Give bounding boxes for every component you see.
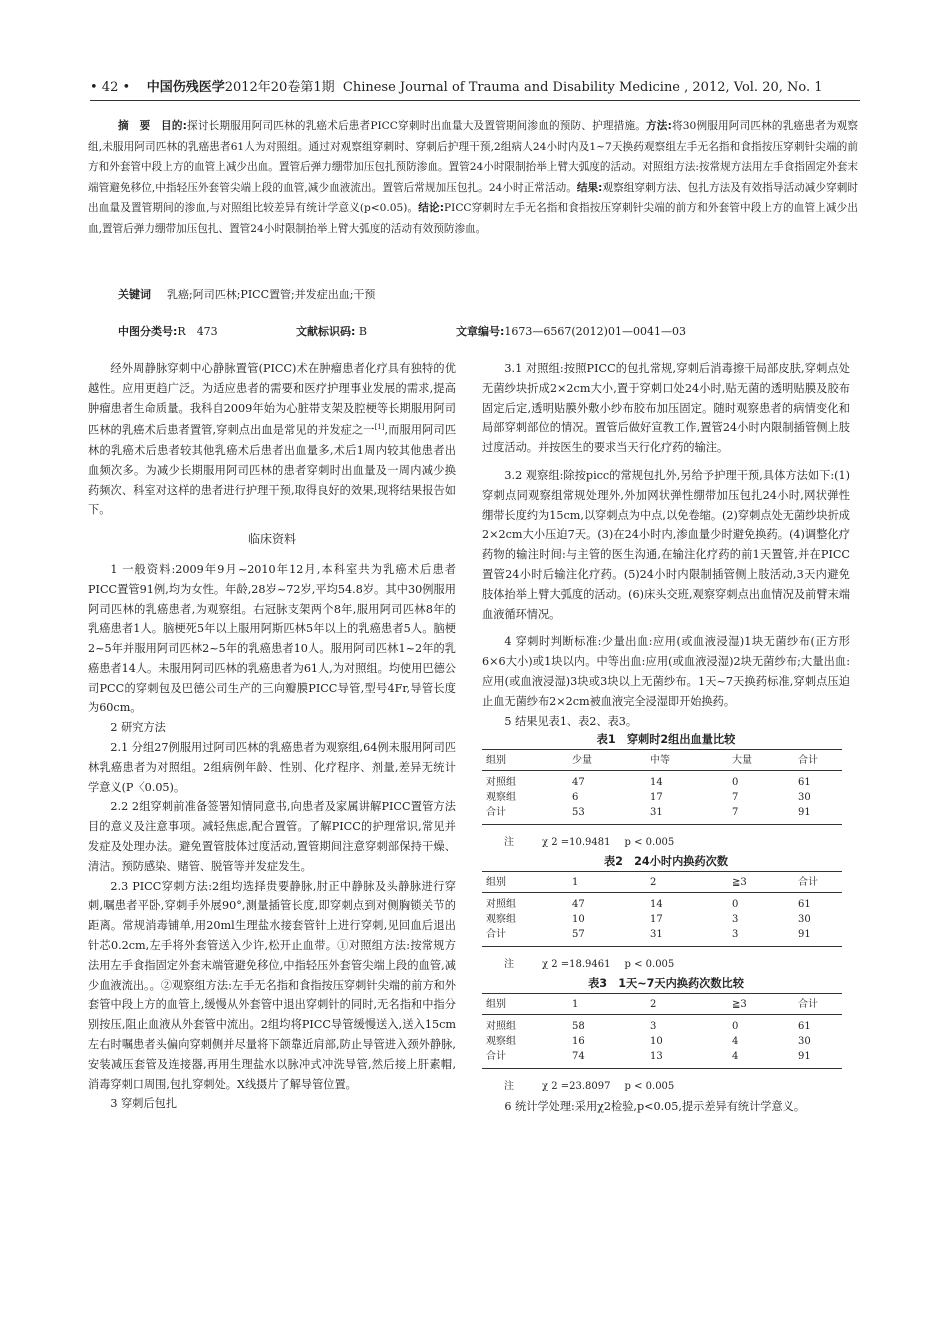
doc-code-value: B xyxy=(358,325,367,338)
table-cell: 对照组 xyxy=(486,777,516,789)
table-note-chi: χ 2 =18.9461 xyxy=(542,959,611,971)
table-header-row xyxy=(482,750,842,771)
table-row xyxy=(482,805,842,825)
paragraph-bandage-heading: 3 穿刺后包扎 xyxy=(110,1097,178,1111)
table-cell: 10 xyxy=(572,914,585,926)
table-cell: 30 xyxy=(798,792,811,804)
table-row xyxy=(482,790,842,805)
table-note-label: 注 xyxy=(504,959,514,971)
table-cell: 61 xyxy=(798,899,811,911)
table-cell: 31 xyxy=(650,805,732,825)
table-cell: 30 xyxy=(798,1036,811,1048)
header-rule xyxy=(90,100,860,101)
clc-group xyxy=(118,323,218,339)
intro-text-tail: ,而服用阿司匹林的乳癌术后患者较其他乳癌术后患者出血量多,术后1周内较其他患者出血频次多。为减少长期服用阿司匹林的患者穿刺时出血量及一周内减少换药频次、科室对这样的患者进行护理干预,取得良好的效果,现将结果报告如下。 xyxy=(88,424,457,517)
table-header-row xyxy=(482,994,842,1015)
clc-value: R 473 xyxy=(177,325,218,338)
abstract-objective: 探讨长期服用阿司匹林的乳癌术后患者PICC穿刺时出血量大及置管期间渗血的预防、护理措施。 xyxy=(186,120,647,132)
table-cell: 31 xyxy=(650,927,732,947)
table-cell: 47 xyxy=(572,899,585,911)
table-note xyxy=(504,957,850,973)
table-cell: 对照组 xyxy=(486,1021,516,1033)
table-cell: 14 xyxy=(650,777,663,789)
intro-paragraph xyxy=(88,359,456,520)
paragraph-method-heading: 2 研究方法 xyxy=(110,721,166,735)
table-header-cell: ≧3 xyxy=(732,872,798,893)
article-number-group xyxy=(456,323,686,339)
table-header-cell: 组别 xyxy=(482,872,572,893)
table-cell: 3 xyxy=(650,1021,657,1033)
table-cell: 74 xyxy=(572,1049,650,1069)
table-cell: 4 xyxy=(732,1036,739,1048)
table-cell: 4 xyxy=(732,1049,798,1069)
section-title: 临床资料 xyxy=(247,532,296,547)
paragraph-preparation: 2.2 2组穿刺前准备签署知情同意书,向患者及家属讲解PICC置管方法目的意义及注意事项。减轻焦虑,配合置管。了解PICC的护理常识,常见并发症及处理办法。避免置管肢体过度活动,置管期间注意穿刺部保持干燥、清洁。预防感染、赌管、脱管等并发症发生。 xyxy=(88,800,456,873)
table-header-cell: 少量 xyxy=(572,750,650,771)
table-cell: 合计 xyxy=(482,805,572,825)
table-cell: 7 xyxy=(732,792,739,804)
table-cell: 57 xyxy=(572,927,650,947)
table-header-cell: 合计 xyxy=(798,872,842,893)
table-row xyxy=(482,893,842,913)
page-number: • 42 • xyxy=(90,80,131,95)
abstract-conclusion: PICC穿刺时左手无名指和食指按压穿刺针尖端的前方和外套管中段上方的血管上减少出血,置管后弹力绷带加压包扎、置管24小时限制抬举上臂大弧度的活动有效预防渗血。 xyxy=(88,202,858,235)
table-header-cell: 1 xyxy=(572,872,650,893)
table-cell: 17 xyxy=(650,792,663,804)
table-cell: 10 xyxy=(650,1036,663,1048)
paragraph-results: 5 结果见表1、表2、表3。 xyxy=(504,714,638,728)
table-cell: 7 xyxy=(732,805,798,825)
table-cell: 合计 xyxy=(482,1049,572,1069)
table-note-label: 注 xyxy=(504,837,514,849)
data-table xyxy=(482,871,842,947)
table-1 xyxy=(482,731,850,851)
table-header-cell: 1 xyxy=(572,994,650,1015)
table-cell: 3 xyxy=(732,927,798,947)
table-header-cell: 合计 xyxy=(798,750,842,771)
table-cell: 6 xyxy=(572,792,579,804)
table-cell: 53 xyxy=(572,805,650,825)
running-head xyxy=(90,76,860,95)
paragraph-observation-group: 3.2 观察组:除按picc的常规包扎外,另给予护理干预,具体方法如下:(1)穿刺点同观察组常规处理外,外加网状弹性绷带加压包扎24小时,网状弹性绷带长度约为15cm,以穿刺点为中点,以免卷缩。(2)穿刺点处无菌纱块折成2×2cm大小压迫7天。(3)在24小时内,渗血量少时避免换药。(4)调整化疗药物的输注时间:与主管的医生沟通,在输注化疗药的前1天置管,并在PICC置管24小时后输注化疗药。(5)24小时内限制插管侧上肢活动,3天内避免肢体抬举上臂大弧度的活动。(6)床头交班,观察穿刺点出血情况及前臂末端血液循环情况。 xyxy=(482,468,850,621)
table-cell: 观察组 xyxy=(486,792,516,804)
table-3 xyxy=(482,975,850,1095)
abstract-result: 观察组穿刺方法、包扎方法及有效指导活动减少穿刺时出血量及置管期间的渗血,与对照组比较差异有统计学意义(p<0.05)。 xyxy=(88,181,858,215)
table-cell: 13 xyxy=(650,1049,732,1069)
paragraph-criteria: 4 穿刺时判断标准:少量出血:应用(或血液浸湿)1块无菌纱布(正方形6×6大小)或1块以内。中等出血:应用(或血液浸湿)2块无菌纱布;大量出血:应用(或血液浸湿)3块或3块以上无菌纱布。1天~7天换药标准,穿刺点压迫止血无菌纱布2×2cm被血液完全浸湿即开始换药。 xyxy=(482,635,850,708)
data-table xyxy=(482,993,842,1069)
paragraph-grouping: 2.1 分组27例服用过阿司匹林的乳癌患者为观察组,64例未服用阿司匹林乳癌患者为对照组。2组病例年龄、性别、化疗程序、剂量,差异无统计学意义(P〈0.05)。 xyxy=(88,741,456,794)
abstract-conclusion-label: 结论: xyxy=(418,202,444,215)
table-header-row xyxy=(482,872,842,893)
table-cell: 观察组 xyxy=(486,914,516,926)
abstract-objective-label: 目的: xyxy=(161,120,187,132)
table-note-p: p < 0.005 xyxy=(624,959,675,971)
doc-code-group xyxy=(296,323,367,339)
abstract-result-label: 结果: xyxy=(576,181,603,194)
keywords xyxy=(118,286,375,302)
abstract-method: 将30例服用阿司匹林的乳癌患者为观察组,未服用阿司匹林的乳癌患者61人为对照组。通过对观察组穿刺时、穿刺后护理干预,2组病人24小时内及1~7天换药观察组左手无名指和食指按压穿刺针尖端的前方和外套管中段上方的血管上减少出血。置管后弹力绷带加压包扎预防渗血。置管24小时限制抬举上臂大弧度的活动。对照组方法:按常规方法用左手食指固定外套末端管避免移位,中指轻压外套管尖端上段的血管,减少血液流出。置管后常规加压包扎。24小时正常活动。 xyxy=(88,120,859,194)
table-cell: 17 xyxy=(650,914,663,926)
table-caption: 表1 穿刺时2组出血量比较 xyxy=(596,733,736,747)
table-cell: 61 xyxy=(798,1021,811,1033)
data-table xyxy=(482,749,842,825)
table-cell: 对照组 xyxy=(486,899,516,911)
table-cell: 合计 xyxy=(482,927,572,947)
table-cell: 14 xyxy=(650,899,663,911)
right-column xyxy=(482,359,850,1117)
paragraph-control-group: 3.1 对照组:按照PICC的包扎常规,穿刺后消毒擦干局部皮肤,穿刺点处无菌纱块折成2×2cm大小,置于穿刺口处24小时,贴无菌的透明贴膜及胶布固定后定,透明贴膜外敷小纱布胶布加压固定。随时观察患者的病情变化和局部穿刺部位的情况。置管后做好宣教工作,置管24小时内限制插管侧上肢过度活动。并按医生的要求当天行化疗药的输注。 xyxy=(482,362,850,455)
table-cell: 0 xyxy=(732,899,739,911)
left-column xyxy=(88,359,456,1114)
table-header-cell: 组别 xyxy=(482,994,572,1015)
table-row xyxy=(482,771,842,791)
table-2 xyxy=(482,853,850,973)
abstract-label: 摘 要 xyxy=(118,120,151,132)
table-row xyxy=(482,1049,842,1069)
intro-ref: [1] xyxy=(374,423,385,432)
table-caption: 表3 1天~7天内换药次数比较 xyxy=(588,977,744,991)
table-row xyxy=(482,927,842,947)
table-cell: 16 xyxy=(572,1036,585,1048)
table-cell: 91 xyxy=(798,1049,842,1069)
table-note-p: p < 0.005 xyxy=(624,1081,675,1093)
keywords-text: 乳癌;阿司匹林;PICC置管;并发症出血;干预 xyxy=(167,288,376,301)
paragraph-general-info: 1 一般资料:2009年9月~2010年12月,本科室共为乳癌术后患者PICC置管91例,均为女性。年龄,28岁~72岁,平均54.8岁。其中30例服用阿司匹林的乳癌患者,为观察组。右冠脉支架两个8年,服用阿司匹林8年的乳癌患者1人。脑梗死5年以上服用阿斯匹林5年以上的乳癌患者5人。脑梗2~5年并服用阿司匹林2~5年的乳癌患者10人。服用阿司匹林1~2年的乳癌患者14人。未服用阿司匹林的乳癌患者为61人,为对照组。均使用巴德公司PCC的穿刺包及巴德公司生产的三向瓣膜PICC导管,型号4Fr,导管长度为60cm。 xyxy=(88,562,456,715)
table-note-chi: χ 2 =23.8097 xyxy=(542,1081,611,1093)
abstract-method-label: 方法: xyxy=(646,120,672,132)
table-note xyxy=(504,1079,850,1095)
table-cell: 91 xyxy=(798,805,842,825)
table-header-cell: 2 xyxy=(650,872,732,893)
table-note-p: p < 0.005 xyxy=(624,837,675,849)
table-note-chi: χ 2 =10.9481 xyxy=(542,837,611,849)
table-note-label: 注 xyxy=(504,1081,514,1093)
clc-label: 中图分类号: xyxy=(118,325,178,338)
table-header-cell: 大量 xyxy=(732,750,798,771)
table-header-cell: 组别 xyxy=(482,750,572,771)
article-number-label: 文章编号: xyxy=(456,325,505,338)
table-header-cell: 中等 xyxy=(650,750,732,771)
doc-code-label: 文献标识码: xyxy=(296,325,356,338)
table-header-cell: 2 xyxy=(650,994,732,1015)
table-cell: 58 xyxy=(572,1021,585,1033)
journal-volume: 2012年20卷第1期 xyxy=(224,80,335,95)
table-row xyxy=(482,912,842,927)
keywords-label: 关键词 xyxy=(118,288,151,301)
table-cell: 3 xyxy=(732,914,739,926)
table-note xyxy=(504,835,850,851)
table-row xyxy=(482,1015,842,1035)
table-cell: 30 xyxy=(798,914,811,926)
article-number-value: 1673—6567(2012)01—0041—03 xyxy=(504,325,686,338)
table-cell: 61 xyxy=(798,777,811,789)
table-header-cell: 合计 xyxy=(798,994,842,1015)
journal-name-en: Chinese Journal of Trauma and Disability Medicine , 2012, Vol. 20, No. 1 xyxy=(342,80,823,95)
paragraph-puncture-method: 2.3 PICC穿刺方法:2组均选择贵要静脉,肘正中静脉及头静脉进行穿刺,嘱患者平卧,穿刺手外展90°,测量插管长度,即穿刺点到对侧胸锁关节的距离。常规消毒铺单,用20ml生理盐水接套管针上进行穿刺,见回血后退出针芯0.2cm,左手将外套管送入少许,松开止血带。①对照组方法:按常规方法用左手食指固定外套末端管避免移位,中指轻压外套管尖端上段的血管,减少血液流出。。②观察组方法:左手无名指和食指按压穿刺针尖端的前方和外套管中段上方的血管上,缓慢从外套管中退出穿刺针的同时,无名指和中指分别按压,阻止血液从外套管中流出。2组均将PICC导管缓慢送入,送入15cm左右时嘱患者头偏向穿刺侧并尽量将下颌靠近肩部,防止导管进入颈外静脉,安装减压套管及连接器,再用生理盐水以脉冲式冲洗导管,然后接上肝素帽,消毒穿刺口周围,包扎穿刺处。X线摄片了解导管位置。 xyxy=(88,879,456,1091)
table-cell: 47 xyxy=(572,777,585,789)
abstract-body xyxy=(88,116,858,240)
table-cell: 91 xyxy=(798,927,842,947)
table-row xyxy=(482,1034,842,1049)
table-header-cell: ≧3 xyxy=(732,994,798,1015)
abstract xyxy=(88,116,858,240)
table-cell: 0 xyxy=(732,1021,739,1033)
journal-name-cn: 中国伤残医学 xyxy=(146,80,225,95)
intro-text: 经外周静脉穿刺中心静脉置管(PICC)术在肿瘤患者化疗具有独特的优越性。应用更趋广泛。为适应患者的需要和医疗护理事业发展的需求,提高肿瘤患者生命质量。我科自2009年始为心脏帯支架及腔梗等长期服用阿司匹林的乳癌术后患者置管,穿刺点出血是常见的并发症之一 xyxy=(88,362,456,438)
table-cell: 0 xyxy=(732,777,739,789)
table-caption: 表2 24小时内换药次数 xyxy=(603,855,729,869)
paragraph-statistics: 6 统计学处理:采用χ2检验,p<0.05,提示差异有统计学意义。 xyxy=(504,1100,806,1114)
table-cell: 观察组 xyxy=(486,1036,516,1048)
